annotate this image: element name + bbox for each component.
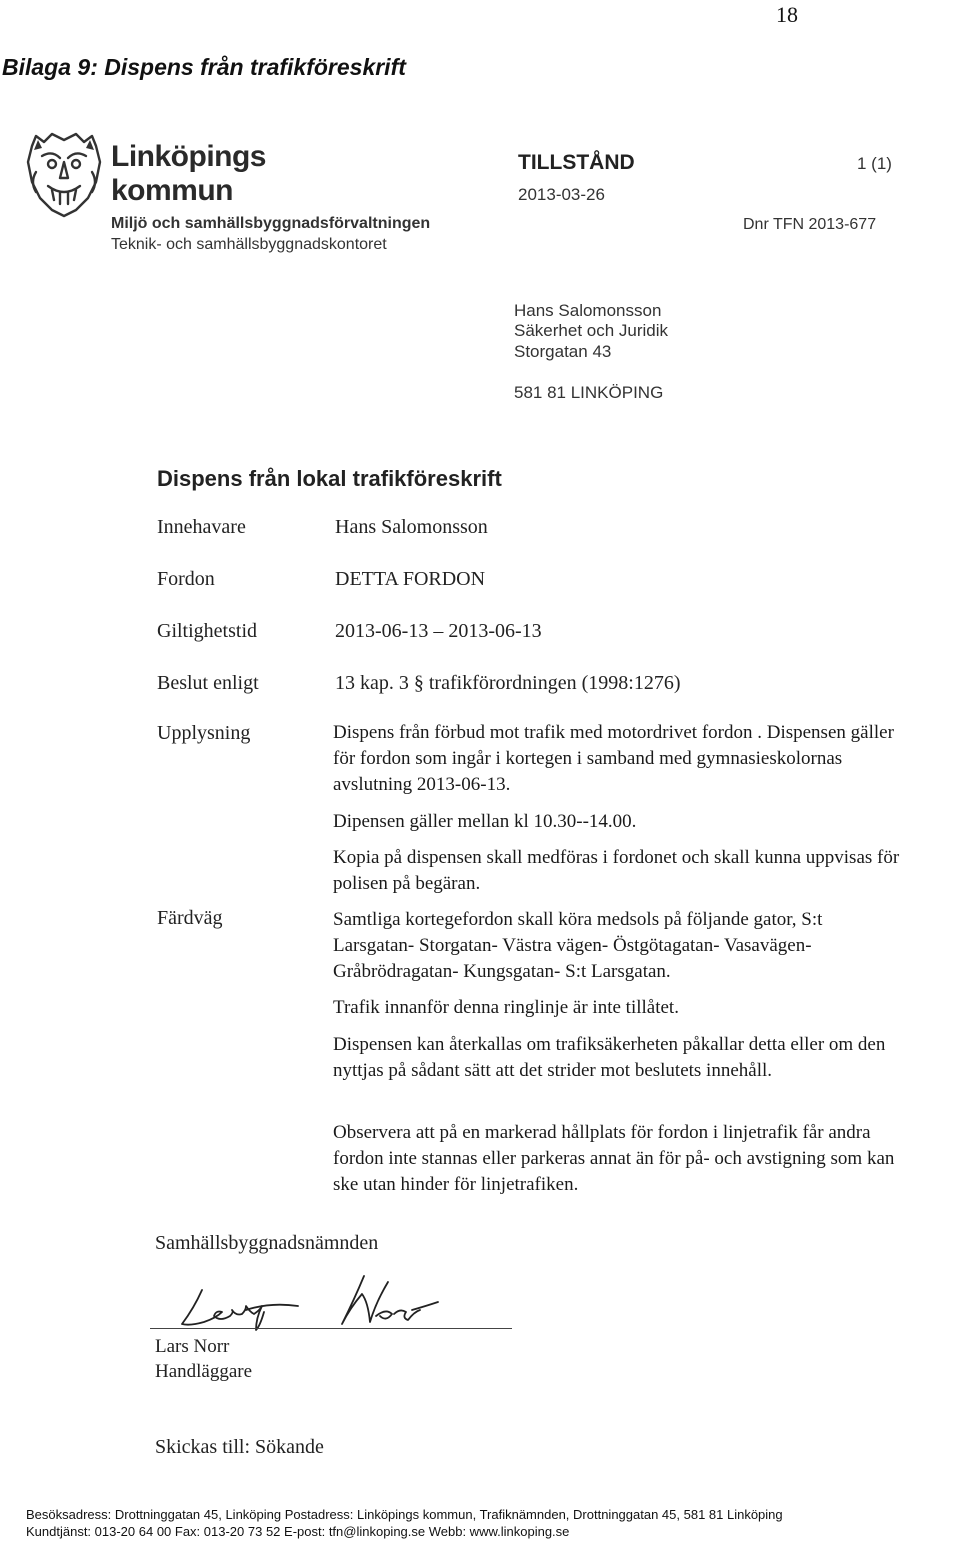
recipient-unit: Säkerhet och Juridik xyxy=(514,321,669,340)
fardvag-paragraph: Dispensen kan återkallas om trafiksäkerheten påkallar detta eller om den nyttjas på sådant sätt att det strider mot beslutets innehåll. xyxy=(333,1034,886,1081)
document-heading: Dispens från lokal trafikföreskrift xyxy=(157,466,502,491)
signer-role: Handläggare xyxy=(155,1361,253,1382)
footer-contact: Kundtjänst: 013-20 64 00 Fax: 013-20 73 52 E-post: tfn@linkoping.se Webb: www.linkoping.se xyxy=(26,1524,570,1539)
field-value-innehavare: Hans Salomonsson xyxy=(335,516,488,538)
linkoping-crest-icon xyxy=(24,132,104,218)
org-name-suffix: kommun xyxy=(111,174,234,207)
document-date: 2013-03-26 xyxy=(518,185,605,204)
office-name: Teknik- och samhällsbyggnadskontoret xyxy=(111,236,387,253)
footer-address: Besöksadress: Drottninggatan 45, Linköping Postadress: Linköpings kommun, Trafiknämnden, Drottninggatan 45, 581 81 Linköping xyxy=(26,1507,783,1522)
recipient-name: Hans Salomonsson xyxy=(514,301,662,320)
page-number: 18 xyxy=(776,2,798,27)
field-label-fordon: Fordon xyxy=(157,568,215,590)
upplysning-paragraph: Dipensen gäller mellan kl 10.30--14.00. xyxy=(333,811,637,832)
registration-number: Dnr TFN 2013-677 xyxy=(743,216,877,233)
signing-authority: Samhällsbyggnadsnämnden xyxy=(155,1232,379,1254)
field-value-beslut: 13 kap. 3 § trafikförordningen (1998:1276) xyxy=(335,672,681,694)
fardvag-paragraph: Trafik innanför denna ringlinje är inte tillåtet. xyxy=(333,997,679,1018)
upplysning-paragraph: Kopia på dispensen skall medföras i fordonet och skall kunna uppvisas för polisen på begäran. xyxy=(333,847,900,894)
page-count: 1 (1) xyxy=(857,154,892,173)
fardvag-paragraph: Observera att på en markerad hållplats för fordon i linjetrafik får andra fordon inte stannas eller parkeras annat än för på- och avstigning som kan ske utan hinder för linjetrafiken. xyxy=(333,1122,895,1195)
recipient-street: Storgatan 43 xyxy=(514,342,612,361)
department-name: Miljö och samhällsbyggnadsförvaltningen xyxy=(111,215,431,232)
field-label-beslut: Beslut enligt xyxy=(157,672,259,694)
field-label-fardvag: Färdväg xyxy=(157,907,223,929)
signature-line xyxy=(150,1328,512,1329)
fardvag-paragraph: Samtliga kortegefordon skall köra medsols på följande gator, S:t Larsgatan- Storgatan- Västra vägen- Östgötagatan- Vasavägen- Gråbrödragatan- Kungsgatan- S:t Larsgatan. xyxy=(333,909,823,982)
upplysning-paragraph: Dispens från förbud mot trafik med motordrivet fordon . Dispensen gäller för fordon som ingår i kortegen i samband med gymnasieskolornas avslutning 2013-06-13. xyxy=(333,722,894,795)
field-label-upplysning: Upplysning xyxy=(157,722,251,744)
signer-name: Lars Norr xyxy=(155,1336,230,1357)
field-value-giltighetstid: 2013-06-13 – 2013-06-13 xyxy=(335,620,542,642)
recipient-postal: 581 81 LINKÖPING xyxy=(514,383,664,402)
field-label-innehavare: Innehavare xyxy=(157,516,246,538)
field-label-giltighetstid: Giltighetstid xyxy=(157,620,257,642)
sent-to: Skickas till: Sökande xyxy=(155,1436,324,1458)
handwritten-signature xyxy=(150,1272,520,1336)
appendix-title: Bilaga 9: Dispens från trafikföreskrift xyxy=(2,54,406,80)
document-type: TILLSTÅND xyxy=(518,151,635,174)
org-name: Linköpings xyxy=(111,140,266,173)
field-value-fordon: DETTA FORDON xyxy=(335,568,486,590)
